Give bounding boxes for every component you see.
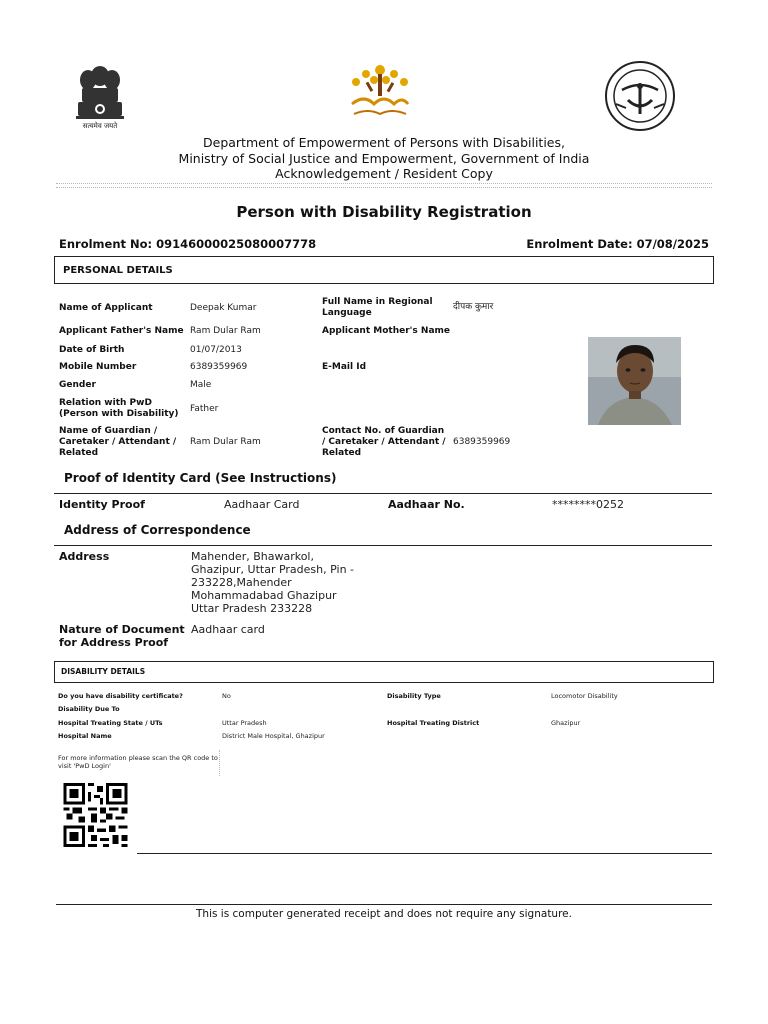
father-name-label: Applicant Father's Name — [59, 326, 184, 336]
personal-details-header — [54, 256, 714, 284]
regional-name-label: Full Name in Regional Language — [322, 297, 433, 318]
aadhaar-label: Aadhaar No. — [388, 498, 465, 511]
address-line: Mohammadabad Ghazipur — [191, 589, 337, 602]
hospital-state-value: Uttar Pradesh — [222, 719, 267, 727]
page-title: Person with Disability Registration — [236, 203, 532, 221]
dob-label: Date of Birth — [59, 345, 125, 355]
father-name-value: Ram Dular Ram — [190, 326, 261, 336]
divider — [54, 493, 712, 494]
guardian-contact-label: Contact No. of Guardian / Caretaker / Attendant / Related — [322, 426, 446, 458]
address-value — [191, 550, 361, 615]
identity-heading: Proof of Identity Card (See Instructions) — [64, 471, 337, 485]
enrolment-number: Enrolment No: 09146000025080007778 — [59, 237, 317, 251]
guardian-contact-value: 6389359969 — [453, 437, 511, 447]
document-header — [0, 135, 768, 182]
header-copy-type: Acknowledgement / Resident Copy — [275, 166, 493, 181]
mother-name-label: Applicant Mother's Name — [322, 326, 450, 336]
address-proof-label-line: Nature of Document — [59, 623, 185, 636]
qr-code[interactable] — [62, 783, 129, 847]
address-line: 233228,Mahender — [191, 576, 292, 589]
address-proof-label — [59, 623, 185, 649]
mobile-label: Mobile Number — [59, 362, 137, 372]
guardian-name-value: Ram Dular Ram — [190, 437, 261, 447]
name-label: Name of Applicant — [59, 303, 153, 313]
address-heading: Address of Correspondence — [64, 523, 251, 537]
gender-label: Gender — [59, 380, 96, 390]
department-logo-icon — [344, 60, 416, 122]
relation-label: Relation with PwD (Person with Disability) — [59, 398, 179, 419]
qr-note: For more information please scan the QR code to visit 'PwD Login' — [58, 754, 218, 770]
national-emblem-icon — [74, 58, 126, 132]
section-title: PERSONAL DETAILS — [63, 265, 173, 276]
name-value: Deepak Kumar — [190, 303, 257, 313]
guardian-name-label: Name of Guardian / Caretaker / Attendant / Related — [59, 426, 177, 458]
header-department: Department of Empowerment of Persons with Disabilities, — [203, 135, 565, 150]
footer-note: This is computer generated receipt and does not require any signature. — [196, 908, 572, 920]
relation-value: Father — [190, 404, 219, 414]
divider — [56, 183, 712, 184]
disability-type-label: Disability Type — [387, 692, 441, 700]
section-title: DISABILITY DETAILS — [61, 667, 146, 676]
mobile-value: 6389359969 — [190, 362, 248, 372]
disability-details-header — [54, 661, 714, 683]
up-government-seal-icon — [600, 60, 680, 132]
disability-due-label: Disability Due To — [58, 705, 120, 713]
disability-type-value: Locomotor Disability — [551, 692, 618, 700]
divider — [219, 750, 220, 776]
dob-value: 01/07/2013 — [190, 345, 242, 355]
divider — [56, 904, 712, 905]
enrolment-date: Enrolment Date: 07/08/2025 — [526, 237, 709, 251]
address-proof-label-line: for Address Proof — [59, 636, 169, 649]
hospital-name-value: District Male Hospital, Ghazipur — [222, 732, 325, 740]
emblem-motto: सत्यमेव जयते — [82, 122, 118, 130]
identity-proof-value: Aadhaar Card — [224, 498, 300, 511]
address-line: Ghazipur, Uttar Pradesh, Pin - — [191, 563, 355, 576]
divider — [54, 545, 712, 546]
divider — [56, 187, 712, 188]
gender-value: Male — [190, 380, 212, 390]
address-line: Uttar Pradesh 233228 — [191, 602, 313, 615]
hospital-name-label: Hospital Name — [58, 732, 112, 740]
certificate-value: No — [222, 692, 231, 700]
address-line: Mahender, Bhawarkol, — [191, 550, 314, 563]
hospital-district-value: Ghazipur — [551, 719, 581, 727]
hospital-state-label: Hospital Treating State / UTs — [58, 719, 163, 727]
aadhaar-value: ********0252 — [552, 498, 624, 511]
hospital-district-label: Hospital Treating District — [387, 719, 480, 727]
address-proof-value: Aadhaar card — [191, 623, 265, 636]
identity-proof-label: Identity Proof — [59, 498, 145, 511]
divider — [137, 853, 712, 854]
applicant-photo — [588, 337, 681, 425]
regional-name-value: दीपक कुमार — [453, 302, 494, 312]
certificate-label: Do you have disability certificate? — [58, 692, 183, 700]
header-ministry: Ministry of Social Justice and Empowerment, Government of India — [178, 150, 590, 166]
email-label: E-Mail Id — [322, 362, 367, 372]
address-label: Address — [59, 550, 110, 563]
